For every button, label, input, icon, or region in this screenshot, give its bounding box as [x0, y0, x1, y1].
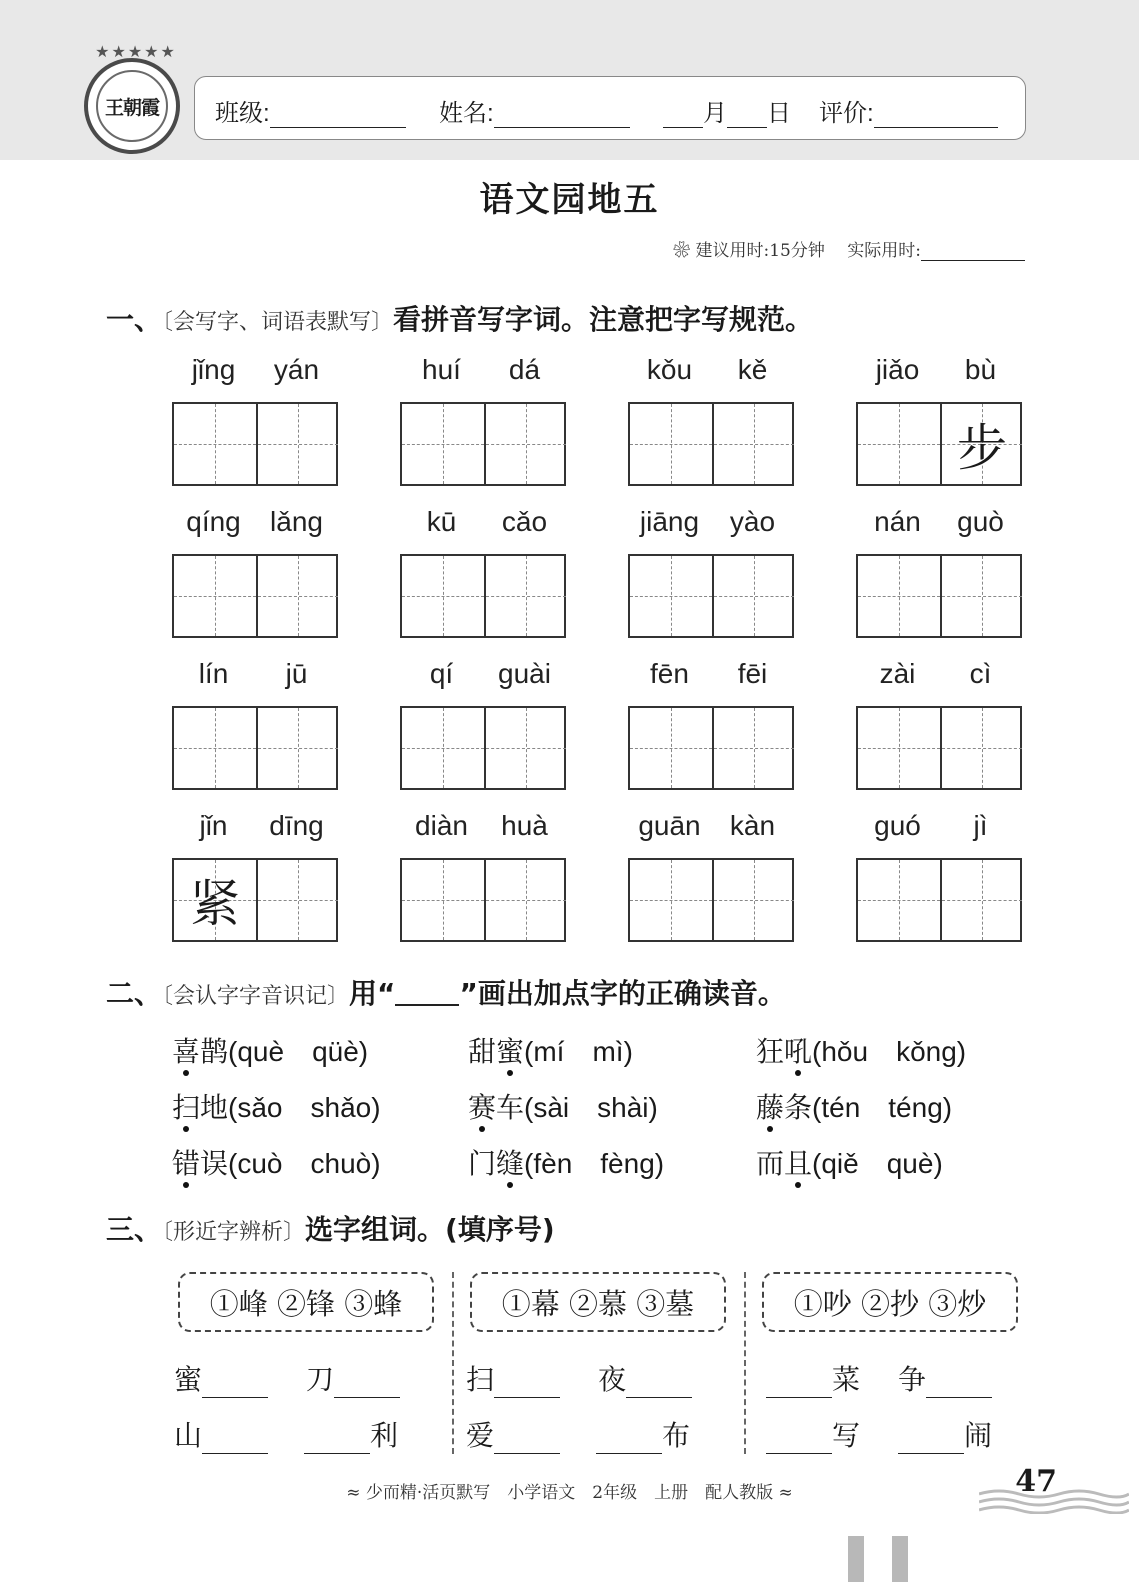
written-char — [858, 708, 940, 788]
tianzige-box-pair — [172, 858, 338, 942]
evaluation-field[interactable] — [819, 93, 998, 128]
fill-blank-word[interactable] — [898, 1414, 992, 1454]
pinyin-syllable: kū — [426, 506, 457, 537]
writing-cell[interactable] — [484, 860, 566, 940]
pinyin-word — [400, 506, 566, 646]
writing-cell[interactable] — [630, 860, 712, 940]
written-char — [858, 556, 940, 636]
suggested-time: 建议用时:15分钟 — [695, 241, 825, 261]
given-char: 争 — [898, 1363, 927, 1396]
pinyin-word — [172, 506, 338, 646]
column-divider — [452, 1272, 454, 1454]
writing-cell[interactable] — [940, 860, 1022, 940]
word-char: 地 — [200, 1091, 229, 1124]
student-info-box — [194, 76, 1026, 140]
tianzige-box-pair — [400, 706, 566, 790]
column-divider — [744, 1272, 746, 1454]
fill-blank-word[interactable] — [766, 1414, 860, 1454]
day-label: 日 — [767, 100, 791, 127]
given-char: 夜 — [598, 1363, 627, 1396]
pinyin-options[interactable]: (cuò chuò) — [228, 1148, 381, 1179]
pinyin-syllable: jǐn — [199, 810, 228, 841]
answer-blank[interactable] — [494, 1372, 560, 1398]
pinyin-word — [628, 810, 794, 950]
given-char: 蜜 — [174, 1363, 203, 1396]
pinyin-label — [172, 506, 338, 542]
pinyin-word — [628, 658, 794, 798]
reading-item — [172, 1142, 381, 1182]
word-char: 条 — [784, 1091, 813, 1124]
month-label: 月 — [703, 100, 727, 127]
tianzige-box-pair — [400, 554, 566, 638]
given-char: 刀 — [306, 1363, 335, 1396]
written-char — [630, 708, 712, 788]
writing-cell[interactable] — [858, 556, 940, 636]
written-char — [858, 404, 940, 484]
answer-blank[interactable] — [334, 1372, 400, 1398]
reading-item — [468, 1142, 664, 1182]
pinyin-options[interactable]: (fèn fèng) — [524, 1148, 665, 1179]
writing-cell[interactable] — [256, 556, 338, 636]
written-char — [258, 556, 338, 636]
writing-cell[interactable] — [940, 556, 1022, 636]
pinyin-syllable: guài — [498, 658, 551, 689]
reading-item — [172, 1086, 381, 1126]
writing-cell[interactable] — [858, 708, 940, 788]
pinyin-syllable: yán — [273, 354, 320, 385]
pinyin-options[interactable]: (sǎo shǎo) — [228, 1092, 381, 1123]
given-char: 闹 — [964, 1419, 993, 1452]
pinyin-syllable: qí — [429, 658, 454, 689]
given-char: 爱 — [466, 1419, 495, 1452]
reading-item — [172, 1030, 368, 1070]
writing-cell[interactable] — [484, 556, 566, 636]
reading-item — [756, 1030, 966, 1070]
written-char — [174, 404, 256, 484]
pinyin-label — [400, 658, 566, 694]
pinyin-syllable: yào — [729, 506, 776, 537]
written-char — [402, 708, 484, 788]
written-char — [714, 860, 794, 940]
given-char: 山 — [174, 1419, 203, 1452]
writing-cell[interactable] — [630, 404, 712, 484]
tianzige-box-pair — [628, 554, 794, 638]
fill-blank-word[interactable] — [598, 1358, 692, 1398]
written-char — [486, 708, 566, 788]
writing-cell[interactable] — [174, 860, 256, 940]
writing-cell[interactable] — [256, 860, 338, 940]
pinyin-syllable: guò — [957, 506, 1004, 537]
pinyin-syllable: guān — [638, 810, 701, 841]
written-char — [402, 556, 484, 636]
writing-cell[interactable] — [174, 404, 256, 484]
written-char — [942, 556, 1022, 636]
actual-time-label: 实际用时: — [847, 241, 921, 261]
pinyin-syllable: guó — [874, 810, 921, 841]
pinyin-syllable: kǒu — [646, 354, 693, 385]
edge-tab-marker — [892, 1536, 908, 1582]
written-char — [630, 556, 712, 636]
writing-cell[interactable] — [402, 860, 484, 940]
tianzige-box-pair — [856, 706, 1022, 790]
options-box: ①峰 ②锋 ③蜂 — [178, 1272, 434, 1332]
word-char: 赛 — [468, 1091, 497, 1124]
word-char: 狂 — [756, 1035, 785, 1068]
logo-stars-icon: ★★★★★ — [95, 42, 177, 61]
answer-blank[interactable] — [304, 1428, 370, 1454]
pinyin-label — [172, 658, 338, 694]
pinyin-word — [856, 506, 1022, 646]
word-char: 且 — [784, 1147, 813, 1180]
options-box: ①吵 ②抄 ③炒 — [762, 1272, 1018, 1332]
pinyin-label — [172, 354, 338, 390]
given-char: 写 — [832, 1419, 861, 1452]
pinyin-options[interactable]: (què qüè) — [228, 1036, 369, 1067]
pinyin-syllable: kě — [737, 354, 768, 385]
writing-cell[interactable] — [484, 708, 566, 788]
page-title: 语文园地五 — [479, 180, 660, 220]
writing-cell[interactable] — [630, 708, 712, 788]
fill-blank-word[interactable] — [306, 1358, 400, 1398]
pinyin-label — [856, 810, 1022, 846]
written-char — [714, 556, 794, 636]
pinyin-options[interactable]: (mí mì) — [524, 1036, 633, 1067]
word-char: 误 — [200, 1147, 229, 1180]
pinyin-word — [856, 810, 1022, 950]
written-char — [942, 708, 1022, 788]
written-char — [174, 708, 256, 788]
written-char — [174, 556, 256, 636]
writing-cell[interactable] — [256, 404, 338, 484]
pinyin-syllable: fēi — [737, 658, 768, 689]
pinyin-options[interactable]: (qiě què) — [812, 1148, 943, 1179]
fill-blank-word[interactable] — [174, 1414, 268, 1454]
tianzige-box-pair — [400, 402, 566, 486]
pinyin-syllable: fēn — [650, 658, 689, 689]
pinyin-label — [628, 810, 794, 846]
given-char: 布 — [662, 1419, 691, 1452]
pinyin-syllable: cì — [969, 658, 992, 689]
written-char — [942, 860, 1022, 940]
pinyin-syllable: jiāng — [639, 506, 700, 537]
written-char — [486, 860, 566, 940]
pinyin-label — [856, 506, 1022, 542]
written-char — [630, 404, 712, 484]
written-char — [258, 708, 338, 788]
pinyin-word — [172, 354, 338, 494]
given-char: 菜 — [832, 1363, 861, 1396]
writing-cell[interactable] — [858, 860, 940, 940]
pinyin-syllable: jì — [973, 810, 988, 841]
writing-cell[interactable] — [174, 556, 256, 636]
fill-blank-word[interactable] — [304, 1414, 398, 1454]
wave-decoration-icon — [979, 1488, 1129, 1514]
fill-blank-word[interactable] — [466, 1414, 560, 1454]
pinyin-syllable: nán — [874, 506, 921, 537]
pinyin-label — [628, 354, 794, 390]
written-char — [714, 708, 794, 788]
pinyin-label — [856, 354, 1022, 390]
class-label: 班级: — [215, 100, 270, 127]
written-char — [630, 860, 712, 940]
word-char: 扫 — [172, 1091, 201, 1124]
date-field[interactable] — [663, 93, 791, 128]
writing-cell[interactable] — [858, 404, 940, 484]
written-char — [258, 404, 338, 484]
pinyin-syllable: kàn — [729, 810, 776, 841]
writing-cell[interactable] — [940, 708, 1022, 788]
answer-blank[interactable] — [926, 1372, 992, 1398]
pinyin-syllable: lǎng — [270, 506, 323, 537]
name-label: 姓名: — [439, 100, 494, 127]
answer-blank[interactable] — [766, 1428, 832, 1454]
fill-blank-word[interactable] — [766, 1358, 860, 1398]
pinyin-syllable: dīng — [269, 810, 324, 841]
pinyin-label — [628, 658, 794, 694]
word-char: 车 — [496, 1091, 525, 1124]
pinyin-word — [856, 354, 1022, 494]
page-number: 47 — [1015, 1464, 1057, 1499]
written-char — [402, 860, 484, 940]
writing-cell[interactable] — [256, 708, 338, 788]
pinyin-label — [400, 810, 566, 846]
fill-blank-word[interactable] — [466, 1358, 560, 1398]
word-char: 门 — [468, 1147, 497, 1180]
footer-text: ≈ 少而精·活页默写 小学语文 2年级 上册 配人教版 ≈ — [346, 1483, 793, 1503]
word-char: 蜜 — [496, 1035, 525, 1068]
word-char: 而 — [756, 1147, 785, 1180]
pinyin-word — [172, 810, 338, 950]
fill-blank-word[interactable] — [174, 1358, 268, 1398]
word-char: 鹊 — [200, 1035, 229, 1068]
class-field[interactable] — [215, 93, 406, 128]
tianzige-box-pair — [628, 402, 794, 486]
answer-blank[interactable] — [202, 1428, 268, 1454]
pinyin-word — [400, 354, 566, 494]
section2-heading: 二、〔会认字字音识记〕用“ ”画出加点字的正确读音。 — [106, 977, 786, 1010]
answer-blank[interactable] — [766, 1372, 832, 1398]
written-char — [258, 860, 338, 940]
pinyin-word — [400, 658, 566, 798]
logo — [84, 42, 180, 154]
writing-cell[interactable] — [712, 556, 794, 636]
pinyin-word — [628, 506, 794, 646]
pinyin-word — [628, 354, 794, 494]
word-char: 喜 — [172, 1035, 201, 1068]
pinyin-syllable: huí — [422, 354, 461, 385]
tianzige-box-pair — [400, 858, 566, 942]
answer-blank[interactable] — [626, 1372, 692, 1398]
timer-icon: ❀ — [673, 241, 691, 261]
answer-blank[interactable] — [202, 1372, 268, 1398]
pinyin-label — [400, 506, 566, 542]
reading-item — [756, 1086, 952, 1126]
fill-blank-word[interactable] — [596, 1414, 690, 1454]
written-char — [486, 556, 566, 636]
written-char: 紧 — [190, 875, 240, 933]
pinyin-syllable: diàn — [415, 810, 468, 841]
pinyin-syllable: dá — [508, 354, 541, 385]
word-char: 错 — [172, 1147, 201, 1180]
tianzige-box-pair — [172, 554, 338, 638]
writing-cell[interactable] — [484, 404, 566, 484]
section1-heading: 一、〔会写字、词语表默写〕看拼音写字词。注意把字写规范。 — [106, 303, 814, 336]
pinyin-options[interactable]: (tén téng) — [812, 1092, 953, 1123]
written-char: 步 — [957, 419, 1007, 477]
writing-cell[interactable] — [712, 404, 794, 484]
writing-cell[interactable] — [402, 404, 484, 484]
edge-tab-marker — [848, 1536, 864, 1582]
writing-cell[interactable] — [174, 708, 256, 788]
answer-blank[interactable] — [494, 1428, 560, 1454]
pinyin-label — [628, 506, 794, 542]
written-char — [402, 404, 484, 484]
writing-cell[interactable] — [712, 860, 794, 940]
given-char: 扫 — [466, 1363, 495, 1396]
word-char: 甜 — [468, 1035, 497, 1068]
pinyin-label — [172, 810, 338, 846]
pinyin-word — [172, 658, 338, 798]
pinyin-options[interactable]: (sài shài) — [524, 1092, 658, 1123]
answer-blank[interactable] — [898, 1428, 964, 1454]
reading-item — [468, 1086, 658, 1126]
pinyin-word — [856, 658, 1022, 798]
options-box: ①幕 ②慕 ③墓 — [470, 1272, 726, 1332]
tianzige-box-pair — [856, 554, 1022, 638]
writing-cell[interactable] — [402, 708, 484, 788]
pinyin-syllable: jū — [285, 658, 308, 689]
pinyin-syllable: qíng — [186, 506, 241, 537]
reading-item — [468, 1030, 633, 1070]
tianzige-box-pair — [628, 706, 794, 790]
name-field[interactable] — [439, 93, 630, 128]
logo-text: 王朝霞 — [96, 70, 168, 142]
pinyin-label — [400, 354, 566, 390]
written-char — [858, 860, 940, 940]
word-char: 藤 — [756, 1091, 785, 1124]
writing-cell[interactable] — [402, 556, 484, 636]
tianzige-box-pair — [628, 858, 794, 942]
tianzige-box-pair — [172, 402, 338, 486]
tianzige-box-pair — [856, 858, 1022, 942]
writing-cell[interactable] — [712, 708, 794, 788]
written-char — [486, 404, 566, 484]
pinyin-syllable: huà — [501, 810, 548, 841]
pinyin-syllable: cǎo — [501, 506, 548, 537]
given-char: 利 — [370, 1419, 399, 1452]
pinyin-word — [400, 810, 566, 950]
pinyin-syllable: jǐng — [191, 354, 236, 385]
writing-cell[interactable] — [630, 556, 712, 636]
word-char: 吼 — [784, 1035, 813, 1068]
pinyin-label — [856, 658, 1022, 694]
written-char — [714, 404, 794, 484]
writing-cell[interactable] — [940, 404, 1022, 484]
pinyin-syllable: bù — [964, 354, 997, 385]
pinyin-syllable: lín — [198, 658, 229, 689]
answer-blank[interactable] — [596, 1428, 662, 1454]
tianzige-box-pair — [856, 402, 1022, 486]
tianzige-box-pair — [172, 706, 338, 790]
fill-blank-word[interactable] — [898, 1358, 992, 1398]
pinyin-syllable: zài — [879, 658, 916, 689]
section3-heading: 三、〔形近字辨析〕选字组词。(填序号) — [106, 1213, 555, 1246]
actual-time-input[interactable] — [921, 241, 1025, 261]
reading-item — [756, 1142, 943, 1182]
evaluation-label: 评价: — [819, 100, 874, 127]
pinyin-options[interactable]: (hǒu kǒng) — [812, 1036, 967, 1067]
pinyin-syllable: jiǎo — [875, 354, 920, 385]
timing — [673, 236, 1025, 261]
word-char: 缝 — [496, 1147, 525, 1180]
